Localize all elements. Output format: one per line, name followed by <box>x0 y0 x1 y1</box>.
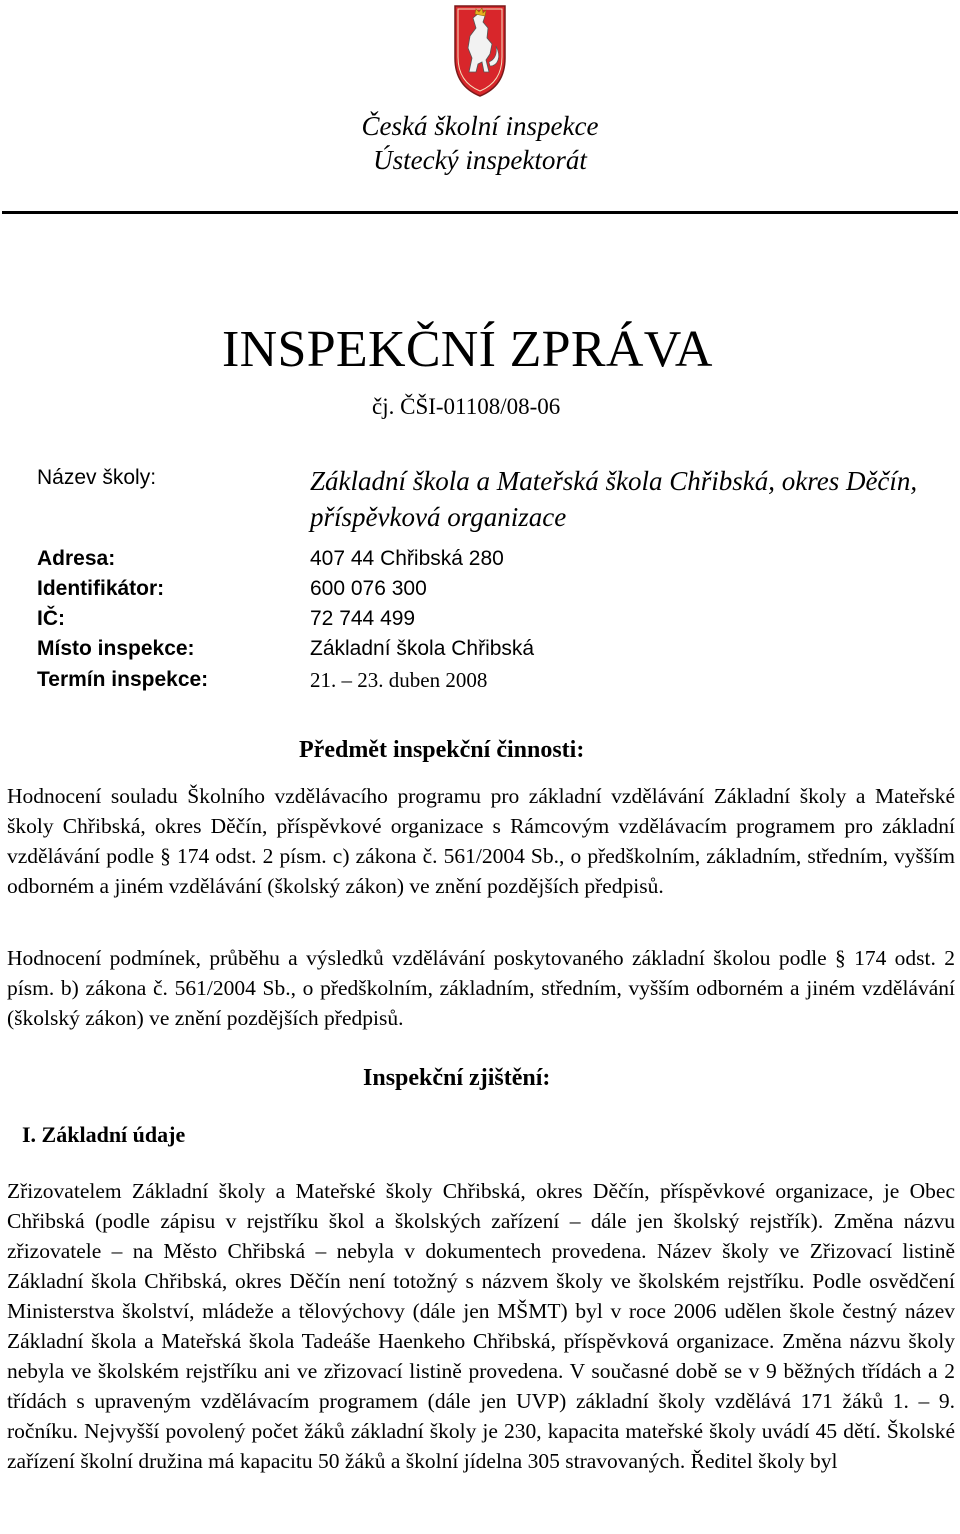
subject-paragraph-2: Hodnocení podmínek, průběhu a výsledků vzdělávání poskytovaného základní školou podle § 174 odst. 2 písm. b) zákona č. 561/2004 Sb., o předškolním, základním, středním, vyšším odborném a jiném vzdělávání (školský zákon) ve znění pozdějších předpisů. <box>7 946 955 1030</box>
report-title: INSPEKČNÍ ZPRÁVA <box>222 321 713 378</box>
inspection-date-value: 21. – 23. duben 2008 <box>310 668 488 692</box>
subject-paragraph-1: Hodnocení souladu Školního vzdělávacího programu pro základní vzdělávání Základní školy a Mateřské školy Chřibská, okres Děčín, příspěvkové organizace s Rámcovým vzdělávacím programem pro základní vzdělávání podle § 174 odst. 2 písm. c) zákona č. 561/2004 Sb., o předškolním, základním, středním, vyšším odborném a jiném vzdělávání (školský zákon) ve znění pozdějších předpisů. <box>7 784 955 898</box>
inspection-date-label: Termín inspekce: <box>37 668 209 691</box>
findings-paragraph: Zřizovatelem Základní školy a Mateřské školy Chřibská, okres Děčín, příspěvkové organizace, je Obec Chřibská (podle zápisu v rejstříku škol a školských zařízení – dále jen školský rejstřík). Změna názvu zřizovatele – na Město Chřibská – nebyla v dokumentech provedena. Název školy ve Zřizovací listině Základní škola Chřibská, okres Děčín není totožný s názvem školy ve školském rejstříku. Podle osvědčení Ministerstva školství, mládeže a tělovýchovy (dále jen MŠMT) byl v roce 2006 udělen škole čestný název Základní škola a Mateřská škola Tadeáše Haenkeho Chřibská, příspěvková organizace. Změna názvu školy nebyla ve školském rejstříku ani ve zřizovací listině provedena. V současné době se v 9 běžných třídách a 2 třídách s upraveným vzdělávacím programem (dále jen UVP) základní školy vzdělává 171 žáků 1. – 9. ročníku. Nejvyšší povolený počet žáků základní školy je 230, kapacita mateřské školy uvádí 45 dětí. Školské zařízení školní družina má kapacitu 50 žáků a školní jídelna 305 stravovaných. Ředitel školy byl <box>7 1179 955 1473</box>
inspection-place-value: Základní škola Chřibská <box>310 637 535 660</box>
identifier-value: 600 076 300 <box>310 577 427 600</box>
czech-lion-emblem-icon <box>452 2 508 98</box>
identifier-label: Identifikátor: <box>37 577 165 600</box>
school-name-label: Název školy: <box>37 466 157 489</box>
inspectorate-name: Ústecký inspektorát <box>373 145 587 175</box>
subject-heading: Předmět inspekční činnosti: <box>299 737 585 763</box>
address-label: Adresa: <box>37 547 116 570</box>
findings-heading: Inspekční zjištění: <box>363 1065 551 1091</box>
reference-number: čj. ČŠI-01108/08-06 <box>372 394 561 419</box>
ico-label: IČ: <box>37 607 65 630</box>
ico-value: 72 744 499 <box>310 607 416 630</box>
school-name-value: Základní škola a Mateřská škola Chřibská, okres Děčín, příspěvková organizace <box>310 466 918 532</box>
organization-name: Česká školní inspekce <box>361 111 599 141</box>
address-value: 407 44 Chřibská 280 <box>310 547 504 570</box>
header-divider <box>2 211 958 214</box>
section-basic-data: I. Základní údaje <box>22 1122 186 1147</box>
inspection-place-label: Místo inspekce: <box>37 637 195 660</box>
